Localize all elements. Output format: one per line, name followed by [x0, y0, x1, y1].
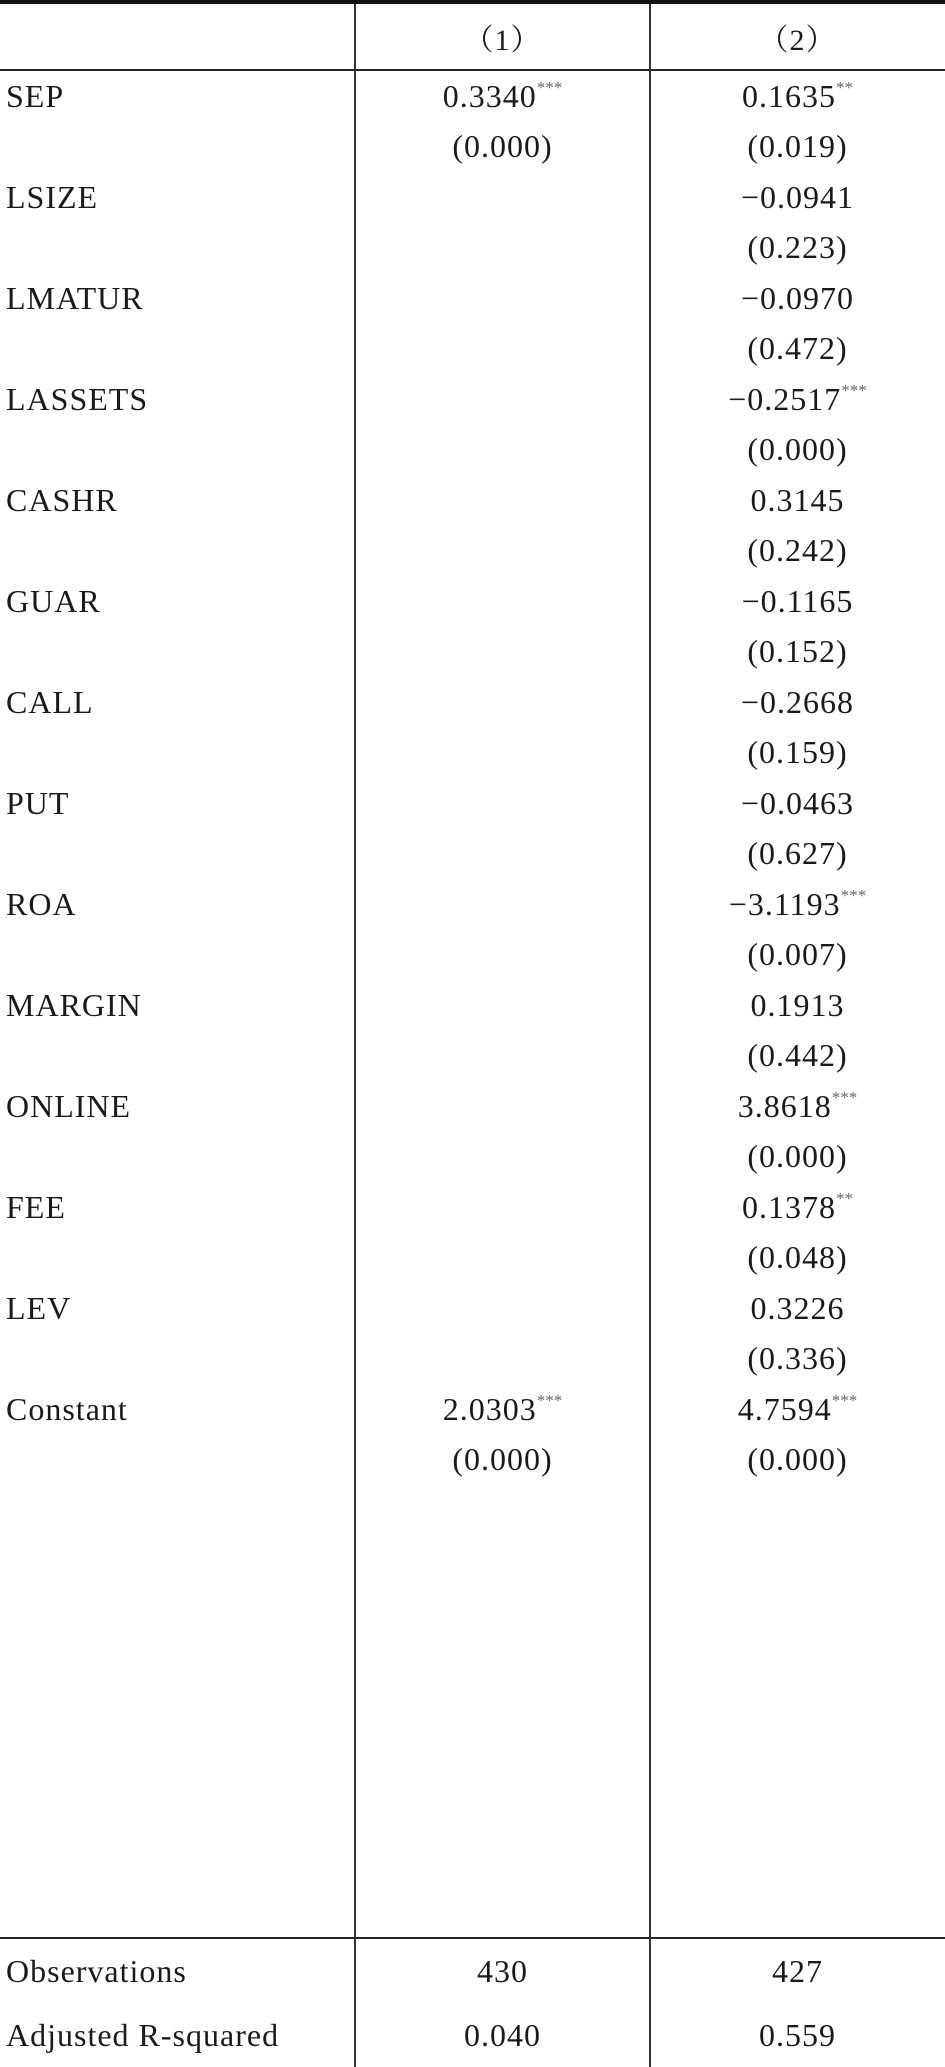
- variable-label-value: CALL: [6, 683, 94, 720]
- pvalue-model-2-value: (0.242): [747, 532, 848, 569]
- coefficient-model-2-value: 0.3226: [750, 1289, 845, 1326]
- coefficient-model-2-value: −0.2668: [740, 683, 855, 720]
- pvalue-model-2-value: (0.019): [747, 128, 848, 165]
- variable-label: [0, 381, 355, 418]
- variable-label: [0, 78, 355, 115]
- statistic-label: [0, 2017, 355, 2054]
- coefficient-model-2: [650, 1088, 945, 1125]
- statistic-model-1-value: 430: [477, 1952, 528, 1989]
- statistic-model-1-value: 0.040: [464, 2016, 541, 2053]
- statistic-model-2-value: 0.559: [759, 2016, 836, 2053]
- variable-label: [0, 179, 355, 216]
- pvalue-model-2-value: (0.627): [747, 835, 848, 872]
- pvalue-model-2-value: (0.159): [747, 734, 848, 771]
- coefficient-model-2-value: 0.1635: [742, 77, 836, 114]
- variable-label-value: FEE: [6, 1188, 66, 1225]
- pvalue-model-2: [650, 1239, 945, 1276]
- coefficient-row: [0, 1182, 945, 1233]
- coefficient-model-2: [650, 1189, 945, 1226]
- coefficient-model-2: [650, 78, 945, 115]
- coefficient-model-2-value: −0.0463: [740, 784, 855, 821]
- pvalue-model-2-value: (0.048): [747, 1239, 848, 1276]
- pvalue-model-2-value: (0.442): [747, 1037, 848, 1074]
- pvalue-row: [0, 728, 945, 779]
- statistic-model-2: [650, 2017, 945, 2054]
- variable-label: [0, 1088, 355, 1125]
- coefficient-model-2: [650, 684, 945, 721]
- pvalue-model-1-value: (0.000): [452, 128, 553, 165]
- coefficient-model-2: [650, 482, 945, 519]
- pvalue-model-2: [650, 936, 945, 973]
- coefficient-row: [0, 980, 945, 1031]
- variable-label-value: MARGIN: [6, 986, 142, 1023]
- variable-label-value: LSIZE: [6, 178, 99, 215]
- variable-label-value: LEV: [6, 1289, 72, 1326]
- pvalue-model-2-value: (0.000): [747, 1441, 848, 1478]
- statistic-row: [0, 2003, 945, 2067]
- coefficient-model-2: [650, 179, 945, 216]
- variable-label: [0, 280, 355, 317]
- pvalue-model-2-value: (0.472): [747, 330, 848, 367]
- coefficient-row: [0, 374, 945, 425]
- variable-label-value: GUAR: [6, 582, 101, 619]
- coefficient-model-2-value: −0.0970: [740, 279, 855, 316]
- coefficient-model-2-value: −0.2517: [728, 380, 842, 417]
- variable-label-value: SEP: [6, 77, 65, 114]
- coefficient-model-2: [650, 381, 945, 418]
- pvalue-row: [0, 1132, 945, 1183]
- coefficient-model-2: [650, 280, 945, 317]
- header-row: [0, 4, 945, 69]
- variable-label: [0, 785, 355, 822]
- coefficient-model-2: [650, 1391, 945, 1428]
- coefficient-row: [0, 879, 945, 930]
- coefficient-model-2-value: 4.7594: [737, 1390, 832, 1427]
- coefficient-row: [0, 71, 945, 122]
- pvalue-model-1-value: (0.000): [452, 1441, 553, 1478]
- pvalue-row: [0, 526, 945, 577]
- coefficient-model-1-value: 0.3340: [442, 77, 537, 114]
- variable-label: [0, 1189, 355, 1226]
- pvalue-model-2: [650, 1441, 945, 1478]
- pvalue-row: [0, 627, 945, 678]
- pvalue-row: [0, 1435, 945, 1486]
- statistic-model-1: [355, 2017, 650, 2054]
- header-cell-model-2: （2）: [758, 23, 837, 57]
- coefficient-model-1-significance-stars: ***: [536, 77, 563, 97]
- variable-label-value: Constant: [6, 1390, 128, 1427]
- coefficient-row: [0, 475, 945, 526]
- pvalue-model-2-value: (0.336): [747, 1340, 848, 1377]
- coefficient-model-2: [650, 785, 945, 822]
- coefficient-model-2-value: 0.1378: [742, 1188, 836, 1225]
- coefficient-model-1-significance-stars: ***: [536, 1390, 563, 1410]
- statistic-label-value: Observations: [6, 1952, 187, 1989]
- variable-label-value: PUT: [6, 784, 70, 821]
- pvalue-model-2: [650, 532, 945, 569]
- pvalue-model-2: [650, 1037, 945, 1074]
- coefficient-row: [0, 576, 945, 627]
- pvalue-row: [0, 1031, 945, 1082]
- pvalue-row: [0, 1334, 945, 1385]
- coefficient-row: [0, 273, 945, 324]
- coefficient-row: [0, 1283, 945, 1334]
- pvalue-model-2: [650, 128, 945, 165]
- variable-label-value: LMATUR: [6, 279, 144, 316]
- coefficient-model-2: [650, 583, 945, 620]
- coefficient-model-2: [650, 1290, 945, 1327]
- coefficient-row: [0, 172, 945, 223]
- coefficient-model-2-significance-stars: **: [836, 77, 853, 97]
- statistic-label-value: Adjusted R-squared: [6, 2016, 280, 2053]
- coefficient-model-2-significance-stars: ***: [841, 380, 867, 400]
- statistic-row: [0, 1939, 945, 2003]
- coefficient-model-2-significance-stars: **: [836, 1188, 853, 1208]
- variable-label: [0, 482, 355, 519]
- pvalue-model-2: [650, 633, 945, 670]
- pvalue-model-2: [650, 1340, 945, 1377]
- coefficient-row: [0, 1384, 945, 1435]
- pvalue-model-2-value: (0.000): [747, 1138, 848, 1175]
- pvalue-model-2: [650, 835, 945, 872]
- coefficient-model-2-value: −0.0941: [740, 178, 855, 215]
- pvalue-model-1: [355, 128, 650, 165]
- pvalue-model-2-value: (0.000): [747, 431, 848, 468]
- coefficient-model-2-significance-stars: ***: [840, 885, 867, 905]
- pvalue-row: [0, 223, 945, 274]
- coefficient-row: [0, 1081, 945, 1132]
- pvalue-row: [0, 122, 945, 173]
- pvalue-row: [0, 1233, 945, 1284]
- variable-label: [0, 684, 355, 721]
- pvalue-model-2-value: (0.152): [747, 633, 848, 670]
- statistic-label: [0, 1953, 355, 1990]
- pvalue-model-2: [650, 229, 945, 266]
- statistic-model-2-value: 427: [772, 1952, 823, 1989]
- pvalue-model-2: [650, 330, 945, 367]
- coefficient-model-2-significance-stars: ***: [831, 1087, 858, 1107]
- coefficient-row: [0, 778, 945, 829]
- pvalue-row: [0, 425, 945, 476]
- variable-label: [0, 1391, 355, 1428]
- pvalue-row: [0, 829, 945, 880]
- variable-label: [0, 583, 355, 620]
- statistic-model-1: [355, 1953, 650, 1990]
- pvalue-model-1: [355, 1441, 650, 1478]
- variable-label-value: LASSETS: [6, 380, 149, 417]
- coefficient-model-2-value: 3.8618: [737, 1087, 832, 1124]
- pvalue-model-2: [650, 1138, 945, 1175]
- coefficient-model-2: [650, 886, 945, 923]
- variable-label-value: CASHR: [6, 481, 118, 518]
- coefficient-model-2-value: 0.1913: [750, 986, 845, 1023]
- pvalue-model-2: [650, 431, 945, 468]
- header-cell-model-1: （1）: [463, 23, 542, 57]
- variable-label: [0, 1290, 355, 1327]
- coefficient-model-1: [355, 1391, 650, 1428]
- coefficient-model-2-value: −3.1193: [728, 885, 841, 922]
- coefficient-model-1: [355, 78, 650, 115]
- coefficient-model-1-value: 2.0303: [442, 1390, 537, 1427]
- coefficient-model-2-value: 0.3145: [750, 481, 845, 518]
- pvalue-row: [0, 324, 945, 375]
- coefficient-model-2: [650, 987, 945, 1024]
- pvalue-model-2-value: (0.007): [747, 936, 848, 973]
- pvalue-row: [0, 930, 945, 981]
- coefficient-model-2-significance-stars: ***: [831, 1390, 858, 1410]
- pvalue-model-2-value: (0.223): [747, 229, 848, 266]
- pvalue-model-2: [650, 734, 945, 771]
- coefficient-row: [0, 677, 945, 728]
- variable-label: [0, 886, 355, 923]
- variable-label: [0, 987, 355, 1024]
- variable-label-value: ONLINE: [6, 1087, 132, 1124]
- variable-label-value: ROA: [6, 885, 77, 922]
- statistic-model-2: [650, 1953, 945, 1990]
- coefficient-model-2-value: −0.1165: [741, 582, 854, 619]
